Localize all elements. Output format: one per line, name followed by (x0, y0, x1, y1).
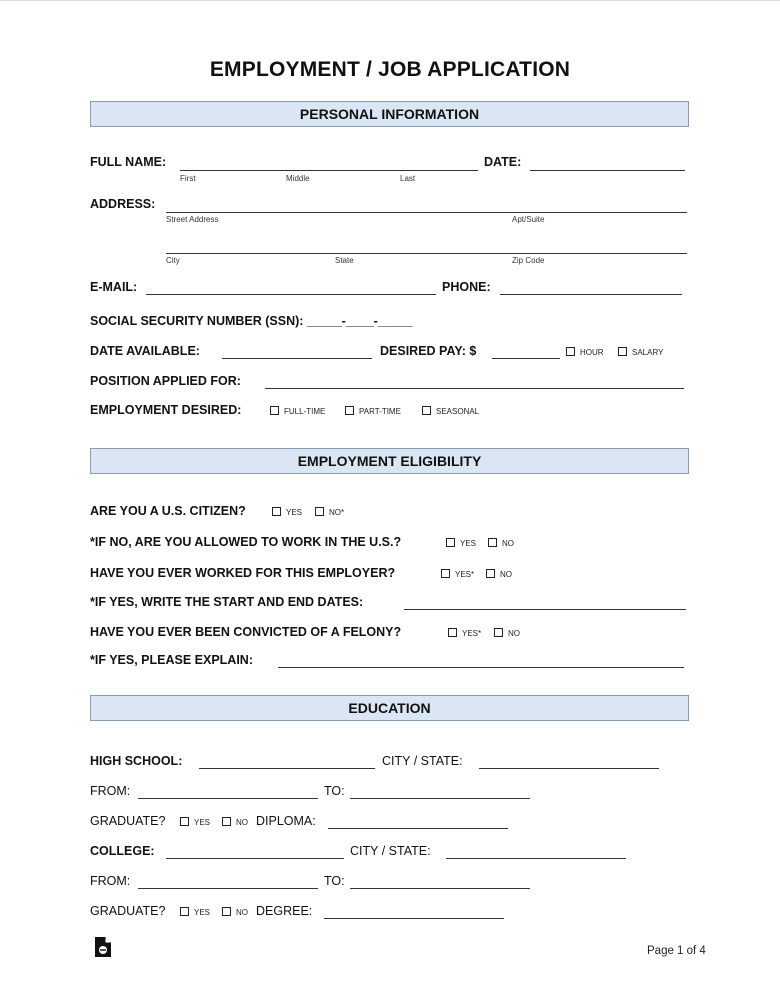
worked-yes-checkbox[interactable] (441, 569, 450, 578)
college-to-label: TO: (324, 874, 345, 888)
college-from-field[interactable] (138, 888, 318, 889)
salary-checkbox[interactable] (618, 347, 627, 356)
allowed-no-checkbox[interactable] (488, 538, 497, 547)
high-school-label: HIGH SCHOOL: (90, 754, 183, 768)
high-school-city-state-field[interactable] (479, 768, 659, 769)
high-school-from-field[interactable] (138, 798, 318, 799)
position-field[interactable] (265, 388, 684, 389)
college-graduate-no-label: NO (236, 908, 248, 917)
felony-no-checkbox[interactable] (494, 628, 503, 637)
employment-desired-label: EMPLOYMENT DESIRED: (90, 403, 242, 417)
felony-explain-field[interactable] (278, 667, 684, 668)
citizen-no-checkbox[interactable] (315, 507, 324, 516)
last-name-caption: Last (400, 174, 416, 183)
high-school-graduate-label: GRADUATE? (90, 814, 166, 828)
seasonal-checkbox[interactable] (422, 406, 431, 415)
allowed-to-work-question: *IF NO, ARE YOU ALLOWED TO WORK IN THE U.S.? (90, 535, 402, 549)
full-name-label: FULL NAME: (90, 155, 167, 169)
full-name-field[interactable] (180, 170, 478, 171)
college-graduate-yes-label: YES (194, 908, 211, 917)
citizen-yes-label: YES (286, 508, 303, 517)
college-label: COLLEGE: (90, 844, 155, 858)
part-time-option-label: PART-TIME (359, 407, 401, 416)
degree-field[interactable] (324, 918, 504, 919)
college-graduate-label: GRADUATE? (90, 904, 166, 918)
high-school-graduate-no-checkbox[interactable] (222, 817, 231, 826)
full-time-checkbox[interactable] (270, 406, 279, 415)
high-school-field[interactable] (199, 768, 375, 769)
diploma-label: DIPLOMA: (256, 814, 316, 828)
high-school-to-field[interactable] (350, 798, 530, 799)
college-graduate-no-checkbox[interactable] (222, 907, 231, 916)
position-label: POSITION APPLIED FOR: (90, 374, 241, 388)
college-field[interactable] (166, 858, 344, 859)
high-school-city-state-label: CITY / STATE: (382, 754, 463, 768)
email-field[interactable] (146, 294, 436, 295)
ssn-label: SOCIAL SECURITY NUMBER (SSN): _____-____-_____ (90, 314, 413, 328)
high-school-graduate-no-label: NO (236, 818, 248, 827)
felony-question: HAVE YOU EVER BEEN CONVICTED OF A FELONY? (90, 625, 402, 639)
hour-option-label: HOUR (580, 348, 604, 357)
desired-pay-field[interactable] (492, 358, 560, 359)
felony-yes-label: YES* (462, 629, 482, 638)
email-label: E-MAIL: (90, 280, 138, 294)
apt-suite-caption: Apt/Suite (512, 215, 545, 224)
seasonal-option-label: SEASONAL (436, 407, 480, 416)
allowed-yes-label: YES (460, 539, 477, 548)
page-title: EMPLOYMENT / JOB APPLICATION (209, 58, 571, 81)
citizen-question: ARE YOU A U.S. CITIZEN? (90, 504, 246, 518)
zip-code-caption: Zip Code (512, 256, 545, 265)
date-available-label: DATE AVAILABLE: (90, 344, 200, 358)
allowed-yes-checkbox[interactable] (446, 538, 455, 547)
degree-label: DEGREE: (256, 904, 313, 918)
allowed-no-label: NO (502, 539, 514, 548)
date-label: DATE: (484, 155, 522, 169)
high-school-graduate-yes-label: YES (194, 818, 211, 827)
street-address-caption: Street Address (166, 215, 219, 224)
felony-explain-label: *IF YES, PLEASE EXPLAIN: (90, 653, 254, 667)
college-from-label: FROM: (90, 874, 131, 888)
page-number: Page 1 of 4 (647, 945, 706, 957)
worked-no-label: NO (500, 570, 512, 579)
phone-label: PHONE: (442, 280, 491, 294)
felony-no-label: NO (508, 629, 520, 638)
desired-pay-label: DESIRED PAY: $ (380, 344, 477, 358)
date-field[interactable] (530, 170, 685, 171)
date-available-field[interactable] (222, 358, 372, 359)
phone-field[interactable] (500, 294, 682, 295)
street-address-field[interactable] (166, 212, 687, 213)
salary-option-label: SALARY (632, 348, 664, 357)
section-header-eligibility: EMPLOYMENT ELIGIBILITY (90, 448, 689, 474)
city-state-zip-field[interactable] (166, 253, 687, 254)
felony-yes-checkbox[interactable] (448, 628, 457, 637)
start-end-dates-label: *IF YES, WRITE THE START AND END DATES: (90, 595, 364, 609)
worked-no-checkbox[interactable] (486, 569, 495, 578)
diploma-field[interactable] (328, 828, 508, 829)
high-school-from-label: FROM: (90, 784, 131, 798)
college-graduate-yes-checkbox[interactable] (180, 907, 189, 916)
section-header-education: EDUCATION (90, 695, 689, 721)
college-city-state-label: CITY / STATE: (350, 844, 431, 858)
college-city-state-field[interactable] (446, 858, 626, 859)
full-time-option-label: FULL-TIME (284, 407, 326, 416)
high-school-to-label: TO: (324, 784, 345, 798)
middle-name-caption: Middle (286, 174, 310, 183)
section-header-personal: PERSONAL INFORMATION (90, 101, 689, 127)
college-to-field[interactable] (350, 888, 530, 889)
worked-yes-label: YES* (455, 570, 475, 579)
citizen-yes-checkbox[interactable] (272, 507, 281, 516)
citizen-no-label: NO* (329, 508, 345, 517)
city-caption: City (166, 256, 180, 265)
start-end-dates-field[interactable] (404, 609, 686, 610)
high-school-graduate-yes-checkbox[interactable] (180, 817, 189, 826)
address-label: ADDRESS: (90, 197, 156, 211)
worked-before-question: HAVE YOU EVER WORKED FOR THIS EMPLOYER? (90, 566, 396, 580)
document-logo-icon (94, 936, 112, 958)
hour-checkbox[interactable] (566, 347, 575, 356)
state-caption: State (335, 256, 354, 265)
part-time-checkbox[interactable] (345, 406, 354, 415)
first-name-caption: First (180, 174, 196, 183)
